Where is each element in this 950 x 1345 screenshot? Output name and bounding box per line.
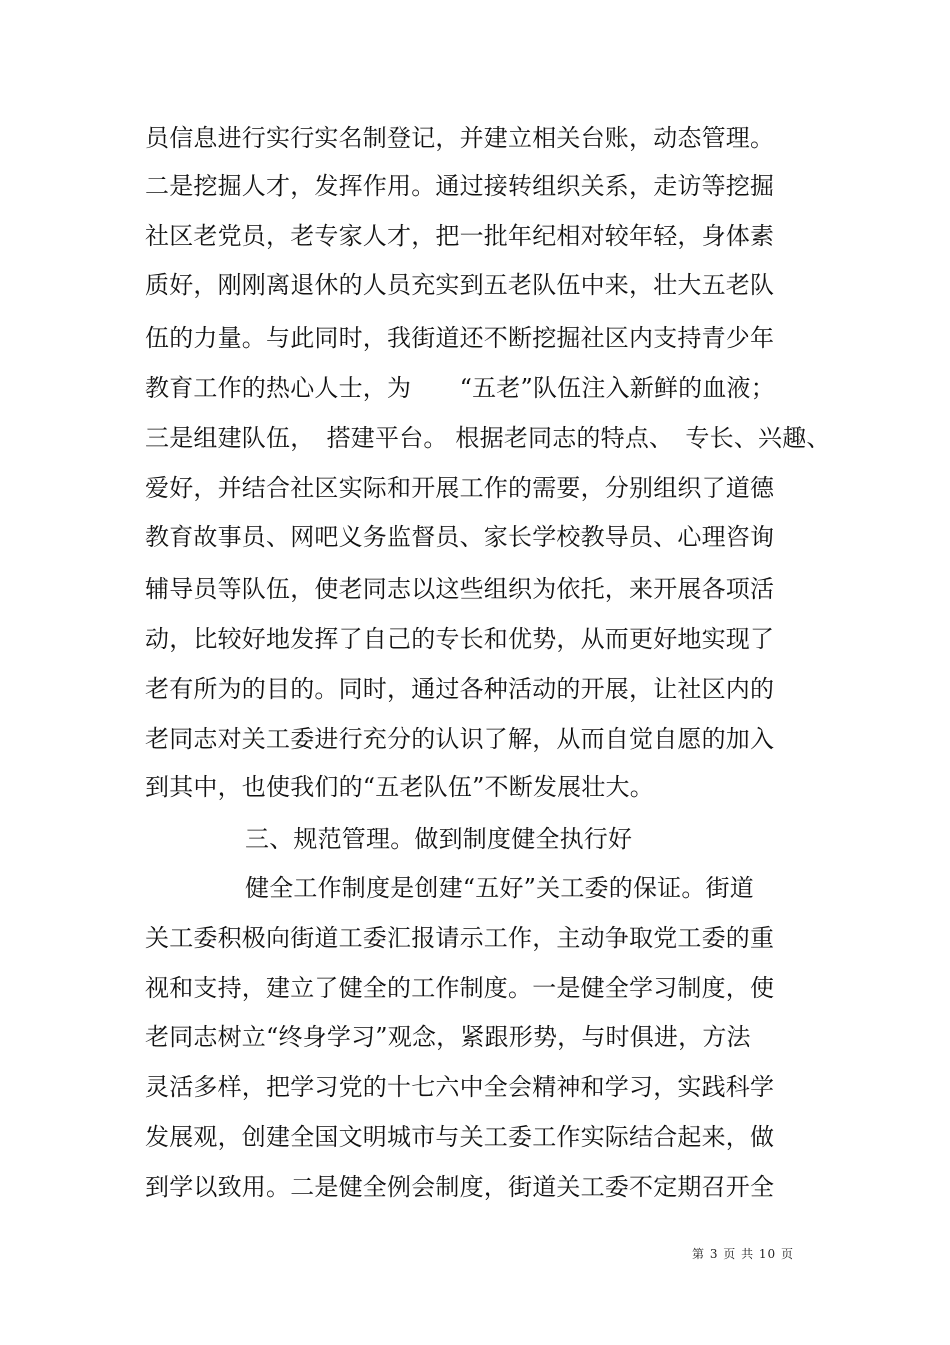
paragraph-line-4: 老同志树立“终身学习”观念，紧跟形势，与时俱进，方法 xyxy=(145,1023,751,1051)
paragraph-line-6: 发展观，创建全国文明城市与关工委工作实际结合起来，做 xyxy=(145,1123,775,1151)
body-line-6: 教育工作的热心人士，为 “五老”队伍注入新鲜的血液； xyxy=(145,374,775,402)
body-line-12: 老有所为的目的。同时，通过各种活动的开展，让社区内的 xyxy=(145,675,775,703)
body-line-3: 社区老党员，老专家人才，把一批年纪相对较年轻，身体素 xyxy=(145,222,775,250)
body-line-8: 爱好，并结合社区实际和开展工作的需要，分别组织了道德 xyxy=(145,474,775,502)
paragraph-first-line: 健全工作制度是创建“五好”关工委的保证。街道 xyxy=(245,874,754,902)
page-number-footer: 第 3 页 共 10 页 xyxy=(692,1247,794,1261)
paragraph-line-7: 到学以致用。二是健全例会制度，街道关工委不定期召开全 xyxy=(145,1173,775,1201)
paragraph-line-5: 灵活多样，把学习党的十七六中全会精神和学习，实践科学 xyxy=(145,1073,775,1101)
section-heading: 三、规范管理。做到制度健全执行好 xyxy=(245,825,633,853)
body-line-13: 老同志对关工委进行充分的认识了解，从而自觉自愿的加入 xyxy=(145,725,775,753)
body-line-10: 辅导员等队伍，使老同志以这些组织为依托，来开展各项活 xyxy=(145,575,775,603)
body-line-14: 到其中，也使我们的“五老队伍”不断发展壮大。 xyxy=(145,773,654,801)
paragraph-line-3: 视和支持，建立了健全的工作制度。一是健全学习制度，使 xyxy=(145,974,775,1002)
body-line-7: 三是组建队伍， 搭建平台。 根据老同志的特点、 专长、兴趣、 xyxy=(145,424,831,452)
body-line-4: 质好，刚刚离退休的人员充实到五老队伍中来，壮大五老队 xyxy=(145,271,775,299)
body-line-9: 教育故事员、网吧义务监督员、家长学校教导员、心理咨询 xyxy=(145,523,775,551)
body-line-2: 二是挖掘人才，发挥作用。通过接转组织关系，走访等挖掘 xyxy=(145,172,775,200)
body-line-11: 动，比较好地发挥了自己的专长和优势，从而更好地实现了 xyxy=(145,625,775,653)
body-line-1: 员信息进行实行实名制登记，并建立相关台账，动态管理。 xyxy=(145,124,775,152)
paragraph-line-2: 关工委积极向街道工委汇报请示工作，主动争取党工委的重 xyxy=(145,924,775,952)
body-line-5: 伍的力量。与此同时，我街道还不断挖掘社区内支持青少年 xyxy=(145,324,775,352)
